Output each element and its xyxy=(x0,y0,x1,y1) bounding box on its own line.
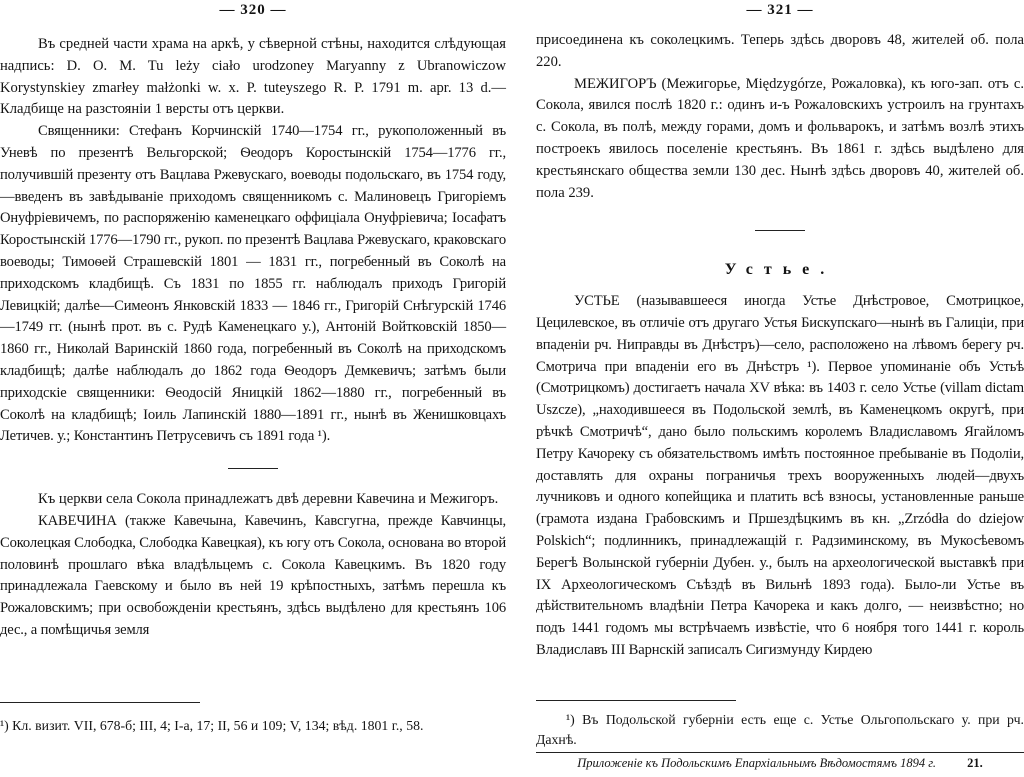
page-body xyxy=(536,30,1024,662)
bottom-rule xyxy=(536,752,1024,753)
paragraph-mezhigor: МЕЖИГОРЪ (Межигорье, Międzygórze, Рожаловка), къ юго-зап. отъ с. Сокола, явился послѣ 1820 г.: одинъ и-ъ Рожаловскихъ устроилъ на грунтахъ с. Сокола, въ полѣ, между горами, домъ и фольварокъ, и затѣмъ возлѣ этихъ построекъ явилось поселеніе крестьянъ. Въ 1861 г. здѣсь выдѣлено для крестьянскаго общества земли 130 дес. Нынѣ здѣсь дворовъ 40, жителей об. пола 239. xyxy=(536,75,1024,201)
section-heading: Устье. xyxy=(724,261,836,279)
footnote-rule xyxy=(0,702,200,703)
running-footer xyxy=(536,756,1024,771)
footnote-rule xyxy=(536,700,736,701)
paragraph-ustye: УСТЬЕ (называвшееся иногда Устье Днѣстровое, Смотрицкое, Цецилевское, въ отличіе отъ другаго Устья Бискупскаго—нынѣ въ Галиціи, при впаденіи рч. Ниправды въ Днѣстръ)—село, расположено на лѣвомъ берегу рч. Смотрича при впаденіи его въ Днѣстръ ¹). Первое упоминаніе объ Устьѣ (Смотрицкомъ) достигаетъ начала XV вѣка: въ 1403 г. село Устье (villam dictam Uszcze), „находившееся въ Подольской землѣ, въ Каменецкомъ округѣ, при рѣчкѣ Смотричѣ“, дано было польскимъ королемъ Владиславомъ Ягайломъ Петру Качореку съ обязательствомъ имѣть постоянное пребываніе въ Подоліи, доставлять для охраны пограничья трехъ вооруженныхъ людей—двухъ лучниковъ и одного копейщика и платить всѣ взносы, установленные раньше (грамота издана Грабовскимъ и Пршездѣцкимъ въ кн. „Zrzódła do dziejow Polskich“; подлинникъ, принадлежащій г. Радзиминскому, въ Мукосѣевомъ Берегѣ Волынской губерніи Дубен. у., былъ на археологической выставкѣ при IX Археологическомъ Съѣздѣ въ Вильнѣ 1893 года). Было-ли Устье въ дѣйствительномъ владѣніи Петра Качорека и какъ долго, — неизвѣстно; но подъ 1441 годомъ мы встрѣчаемъ извѣстіе, что 6 ноября того 1441 г. король Владиславъ III Варнскій записалъ Сигизмунду Кирдею xyxy=(536,293,1024,658)
paragraph-kavechina: КАВЕЧИНА (также Кавечына, Кавечинъ, Кавсгугна, прежде Кавчинцы, Соколецкая Слободка, Слободка Кавецкая), къ югу отъ Сокола, основана во второй половинѣ прошлаго вѣка владѣльцемъ с. Сокола Кавецкимъ. Въ 1820 году принадлежала Гаевскому и было въ ней 19 крѣпостныхъ, затѣмъ перешла къ Рожаловскимъ; при освобожденіи крестьянъ, здѣсь выдѣлено для крестьянъ 106 дес., а помѣщичья земля xyxy=(0,512,506,638)
page-number: — 321 — xyxy=(746,2,814,18)
footnote: ¹) Въ Подольской губерніи есть еще с. Устье Ольгопольскаго у. при рч. Дахнѣ. xyxy=(536,712,1024,747)
page-321 xyxy=(536,0,1024,777)
running-head-text: Приложеніе къ Подольскимъ Епархіальнымъ Вѣдомостямъ 1894 г. xyxy=(577,756,937,770)
paragraph-continuation: присоединена къ соколецкимъ. Теперь здѣсь дворовъ 48, жителей об. пола 220. xyxy=(536,32,1024,70)
paragraph-clergy: Священники: Стефанъ Корчинскій 1740—1754 гг., рукоположенный въ Уневѣ по презентѣ Вельгорской; Ѳеодоръ Коростынскій 1754—1776 гг., получившій презенту отъ Вацлава Ржевускаго, воеводы подольскаго, въ 1754 году,—введенъ въ завѣдываніе приходомъ священникомъ с. Малиновецъ Григоріемъ Онуфріевичемъ, по распоряженію каменецкаго оффиціала Онуфріевича; Іосафатъ Коростынскій 1776—1790 гг., рукоп. по презентѣ Вацлава Ржевускаго, краковскаго воеводы; Тимоѳей Страшевскій 1801 — 1831 гг., погребенный въ Соколѣ на приходскомъ кладбищѣ. Съ 1831 по 1855 гг. наблюдалъ приходъ Григорій Левицкій; далѣе—Симеонъ Янковскій 1833 — 1846 гг., Григорій Снѣгурскій 1746—1749 гг. (нынѣ прот. въ с. Рудѣ Каменецкаго у.), Антоній Войтковскій 1850—1860 гг., Николай Варинскій 1860 года, погребенный въ Соколѣ на приходскомъ кладбищѣ; далѣе наблюдалъ до 1862 года Ѳеодоръ Демкевичъ; затѣмъ были приходскіе священники: Ѳеодосій Яницкій 1862—1880 гг., погребенный въ Соколѣ на кладбищѣ; Іоиль Лапинскій 1880—1891 гг., нынѣ въ Женишковцахъ Летичев. у.; Константинъ Петрусевичъ съ 1891 года ¹). xyxy=(0,123,506,445)
page-320 xyxy=(0,0,506,777)
page-number: — 320 — xyxy=(219,2,287,18)
paragraph-inscription: Въ средней части храма на аркѣ, у сѣверной стѣны, находится слѣдующая надпись: D. O. M. Tu leży ciało urodzoney Maryanny z Ubranowiczow Korystynskiey zmarłey małżonki w. x. P. tuteyszego R. P. 1791 m. apr. 13 d.—Кладбище на разстояніи 1 версты отъ церкви. xyxy=(0,36,506,118)
paragraph-villages: Къ церкви села Сокола принадлежатъ двѣ деревни Кавечина и Межигоръ. xyxy=(38,491,499,508)
footnote: ¹) Кл. визит. VII, 678-б; III, 4; I-a, 17; II, 56 и 109; V, 134; вѣд. 1801 г., 58. xyxy=(0,718,424,733)
signature-mark: 21. xyxy=(967,756,983,770)
section-divider xyxy=(228,468,278,469)
section-divider xyxy=(755,230,805,231)
page-body xyxy=(0,34,506,642)
